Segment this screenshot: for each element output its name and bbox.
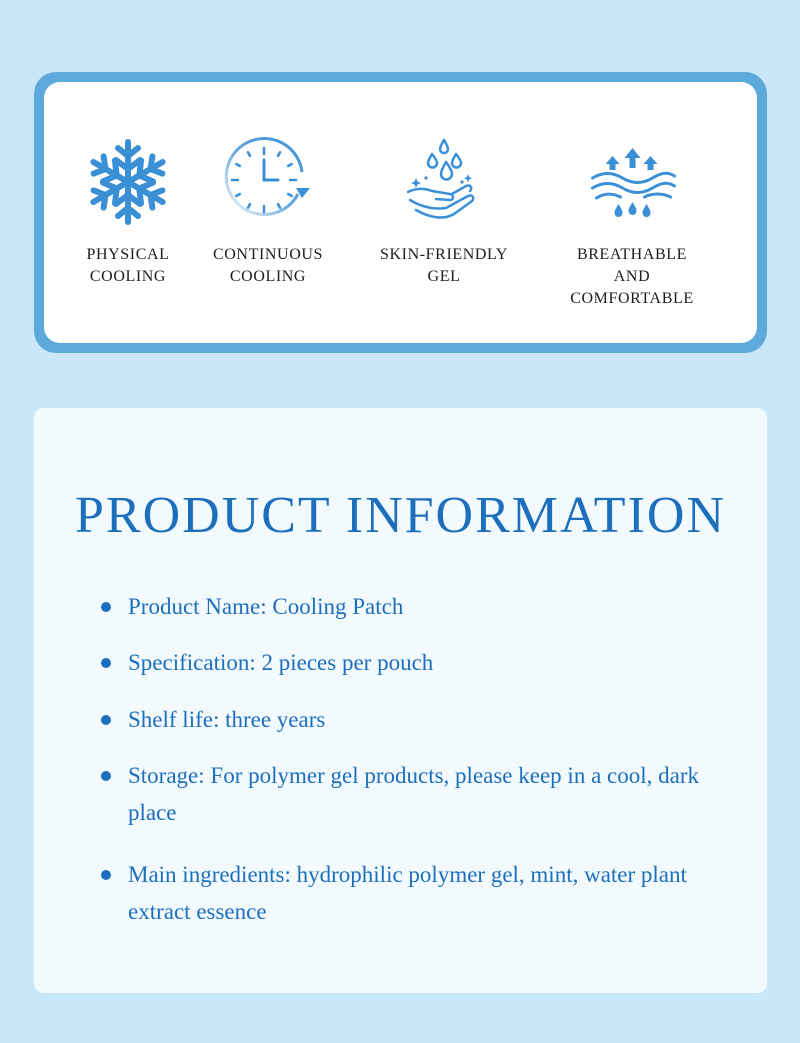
list-item [98, 856, 718, 930]
item-text: Product Name: Cooling Patch [128, 594, 404, 619]
feature-label: PHYSICAL COOLING [86, 246, 170, 285]
product-information-card [34, 408, 767, 993]
feature-breathable-comfortable [570, 82, 695, 343]
snowflake-icon [80, 134, 176, 230]
section-title: PRODUCT INFORMATION [74, 487, 726, 544]
features-panel [34, 72, 767, 353]
list-item [98, 757, 718, 831]
feature-physical-cooling [80, 82, 176, 343]
list-item [98, 701, 718, 738]
bullet-icon [101, 870, 111, 880]
clock-icon [220, 134, 316, 230]
product-info-list [98, 588, 718, 930]
breathable-waves-icon [584, 134, 680, 230]
feature-continuous-cooling [213, 82, 323, 343]
bullet-icon [101, 658, 111, 668]
bullet-icon [101, 771, 111, 781]
feature-label: BREATHABLE AND COMFORTABLE [570, 246, 694, 307]
bullet-icon [101, 602, 111, 612]
list-item [98, 588, 718, 625]
hand-droplets-icon [396, 134, 492, 230]
item-text: Specification: 2 pieces per pouch [128, 650, 434, 675]
item-text: Storage: For polymer gel products, please keep in a cool, dark place [128, 763, 700, 825]
feature-skin-friendly-gel [380, 82, 508, 343]
list-item [98, 644, 718, 681]
bullet-icon [101, 715, 111, 725]
item-text: Shelf life: three years [128, 707, 326, 732]
features-card [44, 82, 757, 343]
feature-label: CONTINUOUS COOLING [213, 246, 323, 285]
item-text: Main ingredients: hydrophilic polymer gel, mint, water plant extract essence [128, 862, 687, 924]
feature-label: SKIN-FRIENDLY GEL [380, 246, 508, 285]
